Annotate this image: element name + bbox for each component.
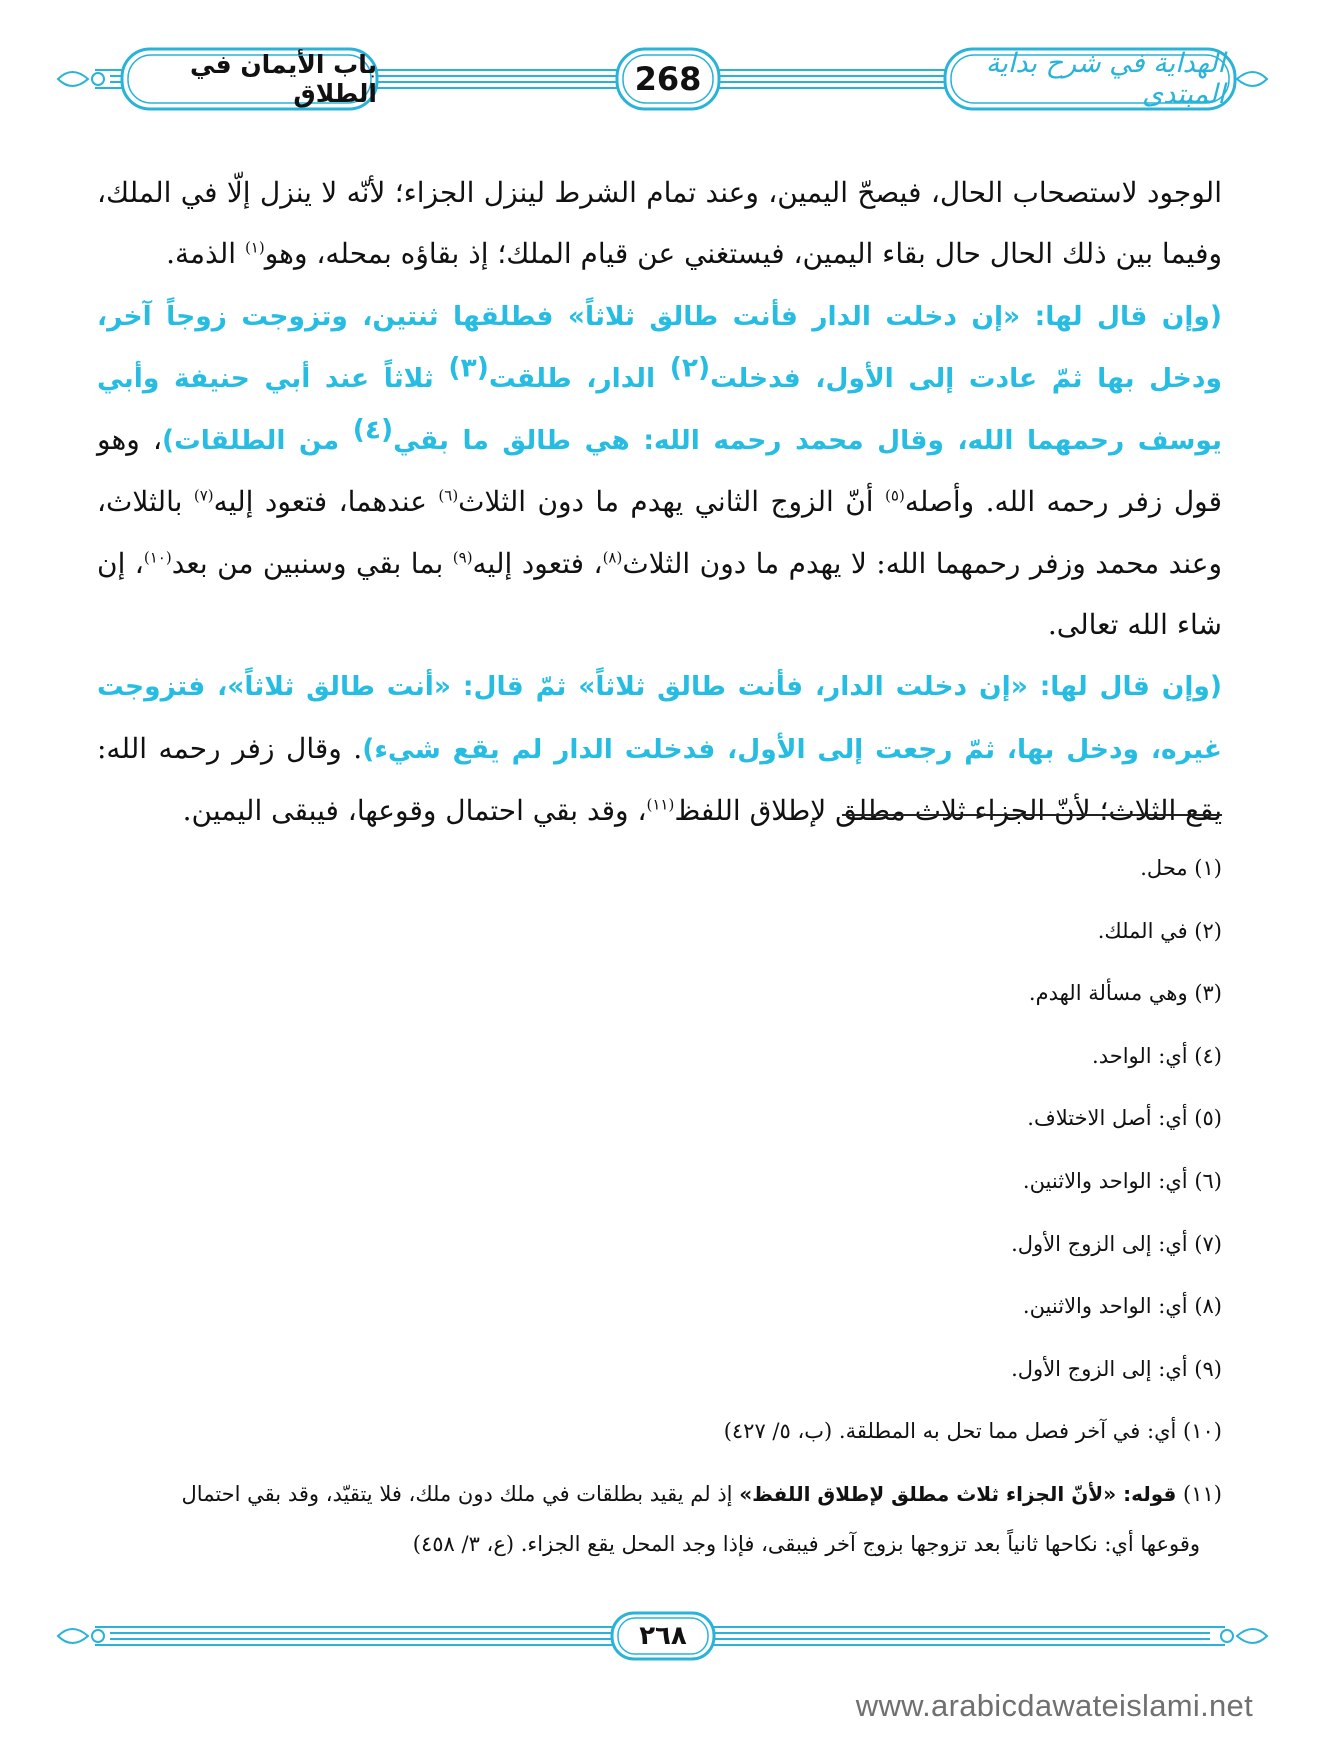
footnote-ref-2[interactable]: (٢) bbox=[669, 352, 711, 384]
footnote-10: (١٠) أي: في آخر فصل مما تحل به المطلقة. (ب، ٥/ ٤٢٧) bbox=[723, 1419, 1222, 1444]
footnote-ref-11[interactable]: (١١) bbox=[646, 795, 675, 814]
footnote-11-number: (١١) bbox=[1183, 1481, 1222, 1506]
footnote-11 bbox=[97, 1469, 1222, 1569]
text-run: بالثلاث، وعند محمد وزفر رحمهما الله: لا يهدم ما دون الثلاث bbox=[97, 485, 1222, 580]
footnote-separator bbox=[842, 814, 1222, 816]
footnote-11-text: إذ لم يقيد بطلقات في ملك دون ملك، فلا يتقيّد، وقد بقي احتمال bbox=[181, 1481, 740, 1506]
text-run: ، إن شاء الله تعالى. bbox=[97, 546, 1222, 642]
footnote-ref-10[interactable]: (١٠) bbox=[143, 548, 172, 567]
footnote-2: (٢) في الملك. bbox=[1097, 918, 1222, 943]
matn-quote: من الطلقات) bbox=[161, 425, 353, 457]
text-run: الذمة. bbox=[166, 237, 245, 271]
footnote-5: (٥) أي: أصل الاختلاف. bbox=[1027, 1106, 1222, 1131]
footnote-ref-8[interactable]: (٨) bbox=[602, 548, 623, 567]
matn-quote: الدار، طلقت bbox=[488, 362, 670, 394]
footnote-ref-4[interactable]: (٤) bbox=[352, 414, 394, 446]
paragraph-1 bbox=[97, 162, 1222, 285]
footnote-6: (٦) أي: الواحد والاثنين. bbox=[1022, 1168, 1222, 1193]
page-number-bottom: ٢٦٨ bbox=[639, 1621, 687, 1651]
footnote-1: (١) محل. bbox=[1140, 856, 1222, 880]
text-run: ، وقد بقي احتمال وقوعها، فيبقى اليمين. bbox=[182, 793, 647, 827]
footnote-11-label: قوله: «لأنّ الجزاء ثلاث مطلق لإطلاق اللفظ» bbox=[739, 1481, 1177, 1506]
footnote-8: (٨) أي: الواحد والاثنين. bbox=[1022, 1294, 1222, 1319]
footnotes bbox=[97, 843, 1222, 1569]
footnote-4: (٤) أي: الواحد. bbox=[1092, 1043, 1222, 1068]
footnote-11-continuation: وقوعها أي: نكاحها ثانياً بعد تزوجها بزوج آخر فيبقى، فإذا وجد المحل يقع الجزاء. (ع، ٣/ ٤٥٨) bbox=[412, 1531, 1200, 1556]
text-run: بما بقي وسنبين من بعد bbox=[171, 546, 453, 580]
book-title: الهداية في شرح بداية المبتدي bbox=[985, 48, 1225, 110]
footnote-7: (٧) أي: إلى الزوج الأول. bbox=[1011, 1231, 1222, 1256]
paragraph-2 bbox=[97, 285, 1222, 656]
footnote-ref-9[interactable]: (٩) bbox=[452, 548, 473, 567]
text-run: ، وهو قول زفر رحمه الله. وأصله bbox=[97, 423, 1223, 519]
footnote-ref-6[interactable]: (٦) bbox=[438, 487, 459, 506]
footnote-ref-7[interactable]: (٧) bbox=[193, 487, 214, 506]
matn-quote: ثلاثاً عند أبي حنيفة وأبي يوسف رحمهما الله، وقال محمد رحمه الله: هي طالق ما بقي bbox=[97, 362, 1222, 457]
text-run: الوجود لاستصحاب الحال، فيصحّ اليمين، وعند تمام الشرط لينزل الجزاء؛ لأنّه لا ينزل إلّا في الملك، وفيما بين ذلك الحال حال بقاء اليمين، فيستغني عن قيام الملك؛ إذ بقاؤه بمحله، وهو bbox=[97, 176, 1222, 271]
main-text bbox=[97, 162, 1222, 841]
text-run: عندهما، فتعود إليه bbox=[213, 485, 439, 519]
footnote-ref-5[interactable]: (٥) bbox=[885, 487, 905, 506]
matn-quote: (وإن قال لها: «إن دخلت الدار فأنت طالق ثلاثاً» فطلقها ثنتين، وتزوجت زوجاً آخر، ودخل بها ثمّ عادت إلى الأول، فدخلت bbox=[97, 300, 1222, 394]
page-header bbox=[0, 0, 1325, 150]
text-run: أنّ الزوج الثاني يهدم ما دون الثلاث bbox=[458, 485, 886, 519]
footnote-9: (٩) أي: إلى الزوج الأول. bbox=[1011, 1356, 1222, 1381]
text-run: ، فتعود إليه bbox=[472, 546, 603, 580]
footnote-ref-1[interactable]: (١) bbox=[244, 238, 265, 257]
footnote-3: (٣) وهي مسألة الهدم. bbox=[1028, 981, 1222, 1006]
page-number-top: 268 bbox=[634, 60, 702, 98]
page-footer bbox=[0, 1595, 1325, 1675]
website-url: www.arabicdawateislami.net bbox=[855, 1688, 1253, 1723]
matn-quote: (وإن قال لها: «إن دخلت الدار، فأنت طالق ثلاثاً» ثمّ قال: «أنت طالق ثلاثاً»، فتزوجت غيره، ودخل بها، ثمّ رجعت إلى الأول، فدخلت الدار لم يقع شيء) bbox=[97, 671, 1222, 765]
footnote-ref-3[interactable]: (٣) bbox=[448, 352, 489, 384]
text-run: . وقال زفر رحمه الله: يقع الثلاث؛ لأنّ الجزاء ثلاث مطلق لإطلاق اللفظ bbox=[97, 731, 1222, 827]
chapter-title: باب الأيمان في الطلاق bbox=[189, 50, 377, 108]
